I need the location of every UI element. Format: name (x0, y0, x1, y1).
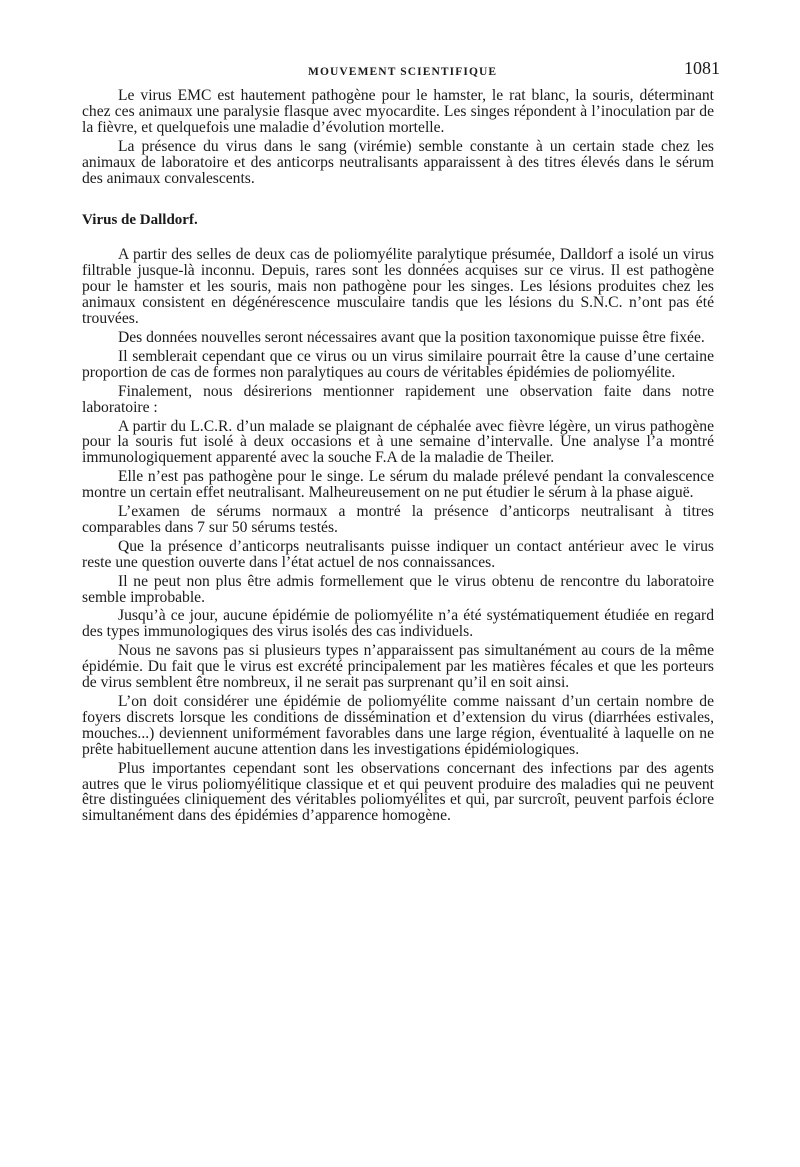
paragraph: Finalement, nous désirerions mentionner rapidement une observation faite dans notre laboratoire : (82, 382, 714, 416)
paragraph: Le virus EMC est hautement pathogène pour le hamster, le rat blanc, la souris, déterminant chez ces animaux une paralysie flasque avec myocardite. Les singes répondent à l’inoculation par de la fièvre, et quelquefois une maladie d’évolution mortelle. (82, 87, 714, 136)
paragraph: Des données nouvelles seront nécessaires avant que la position taxonomique puisse être fixée. (118, 328, 705, 346)
paragraph: La présence du virus dans le sang (virémie) semble constante à un certain stade chez les animaux de laboratoire et des anticorps neutralisants apparaissent à des titres élevés dans le sérum des animaux convalescents. (82, 137, 714, 187)
paragraph: Que la présence d’anticorps neutralisants puisse indiquer un contact antérieur avec le virus reste une question ouverte dans l’état actuel de nos connaissances. (82, 537, 714, 571)
paragraph: Plus importantes cependant sont les observations concernant des infections par des agents autres que le virus poliomyélitique classique et et qui peuvent produire des maladies qui ne peuvent être distinguées cliniquement des véritables poliomyélites et qui, par surcroît, peuvent parfois éclore simultanément dans des épidémies d’apparence homogène. (82, 759, 714, 825)
document-page (82, 58, 720, 827)
intro-section (82, 88, 714, 186)
paragraph: Jusqu’à ce jour, aucune épidémie de poliomyélite n’a été systématiquement étudiée en regard des types immunologiques des virus isolés des cas individuels. (82, 607, 714, 641)
dalldorf-section (82, 247, 714, 824)
paragraph: Nous ne savons pas si plusieurs types n’apparaissent pas simultanément au cours de la même épidémie. Du fait que le virus est excrété principalement par les matières fécales et que les porteurs de virus semblent être nombreux, il ne serait pas surprenant qu’il en soit ainsi. (82, 642, 714, 692)
page-number: 1081 (684, 58, 720, 78)
paragraph: L’on doit considérer une épidémie de poliomyélite comme naissant d’un certain nombre de foyers discrets lorsque les conditions de dissémination et d’extension du virus (diarrhées estivales, mouches...) deviennent uniformément favorables dans une large région, éventualité à laquelle on ne prête habituellement aucune attention dans les investigations épidémiologiques. (82, 693, 714, 758)
running-head (82, 58, 720, 88)
section-heading: Virus de Dalldorf. (82, 212, 198, 229)
running-title: MOUVEMENT SCIENTIFIQUE (308, 66, 498, 78)
paragraph: A partir des selles de deux cas de poliomyélite paralytique présumée, Dalldorf a isolé un virus filtrable jusque-là inconnu. Depuis, rares sont les données acquises sur ce virus. Il est pathogène pour le hamster et les souris, mais non pathogène pour les singes. Les lésions produites chez les animaux consistent en dégénérescence musculaire tandis que les lésions du S.N.C. n’ont pas été trouvées. (82, 246, 714, 328)
paragraph: Elle n’est pas pathogène pour le singe. Le sérum du malade prélevé pendant la convalescence montre un certain effet neutralisant. Malheureusement on ne put étudier le sérum à la phase aiguë. (82, 468, 714, 502)
paragraph: A partir du L.C.R. d’un malade se plaignant de céphalée avec fièvre légère, un virus pathogène pour la souris fut isolé à deux occasions et à une semaine d’intervalle. Une analyse l’a montré immunologiquement apparenté avec la souche F.A de la maladie de Theiler. (82, 417, 714, 467)
paragraph: Il semblerait cependant que ce virus ou un virus similaire pourrait être la cause d’une certaine proportion de cas de formes non paralytiques au cours de véritables épidémies de poliomyélite. (82, 347, 714, 381)
paragraph: L’examen de sérums normaux a montré la présence d’anticorps neutralisant à titres comparables dans 7 sur 50 sérums testés. (82, 503, 714, 536)
paragraph: Il ne peut non plus être admis formellement que le virus obtenu de rencontre du laboratoire semble improbable. (82, 572, 714, 606)
